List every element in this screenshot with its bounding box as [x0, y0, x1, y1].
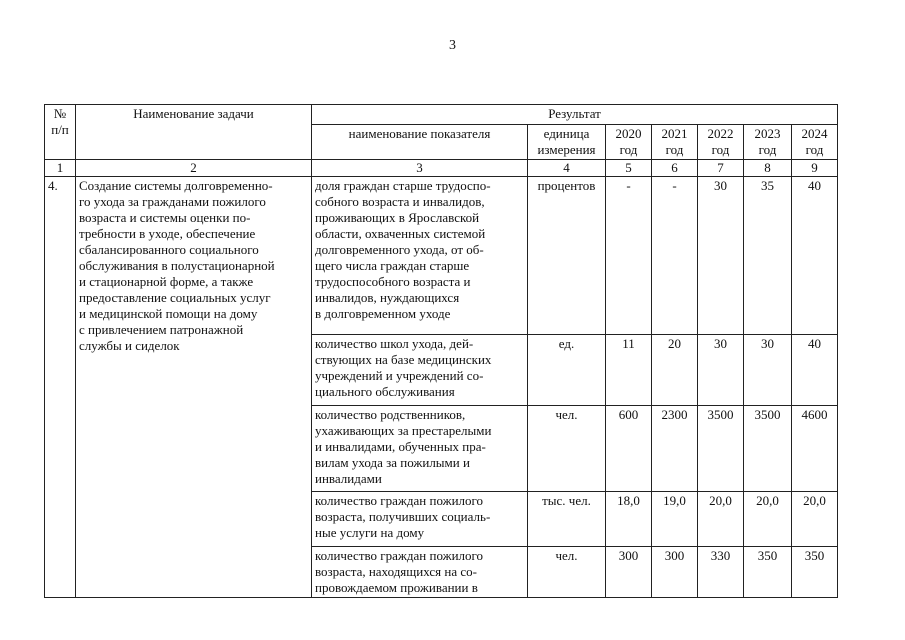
value-2022: 30 — [698, 335, 744, 406]
value-2024: 4600 — [792, 406, 838, 492]
header-task-name: Наименование задачи — [76, 105, 312, 160]
value-2022: 20,0 — [698, 492, 744, 547]
value-2020: 600 — [606, 406, 652, 492]
column-number: 1 — [45, 160, 76, 177]
column-number: 9 — [792, 160, 838, 177]
indicator-unit: чел. — [528, 547, 606, 598]
indicator-unit: процентов — [528, 177, 606, 335]
header-year-2022: 2022 год — [698, 125, 744, 160]
indicator-unit: тыс. чел. — [528, 492, 606, 547]
table-row — [45, 177, 838, 335]
indicator-name: количество граждан пожилого возраста, находящихся на со- провождаемом проживании в — [312, 547, 528, 598]
header-year-2021: 2021 год — [652, 125, 698, 160]
column-number: 2 — [76, 160, 312, 177]
column-number: 6 — [652, 160, 698, 177]
value-2024: 350 — [792, 547, 838, 598]
value-2021: 19,0 — [652, 492, 698, 547]
value-2021: 300 — [652, 547, 698, 598]
value-2023: 350 — [744, 547, 792, 598]
value-2024: 40 — [792, 335, 838, 406]
value-2023: 35 — [744, 177, 792, 335]
task-description: Создание системы долговременно- го ухода за гражданами пожилого возраста и системы оценки по- требности в уходе, обеспечение сбалансированного социального обслуживания в полустационарной и стационарной форме, а также предоставление социальных услуг и медицинской помощи на дому с привлечением патронажной службы и сиделок — [76, 177, 312, 598]
value-2024: 40 — [792, 177, 838, 335]
value-2021: 20 — [652, 335, 698, 406]
header-indicator-name: наименование показателя — [312, 125, 528, 160]
value-2023: 30 — [744, 335, 792, 406]
value-2020: 18,0 — [606, 492, 652, 547]
indicator-unit: ед. — [528, 335, 606, 406]
value-2022: 3500 — [698, 406, 744, 492]
value-2020: 300 — [606, 547, 652, 598]
value-2021: 2300 — [652, 406, 698, 492]
value-2020: - — [606, 177, 652, 335]
value-2024: 20,0 — [792, 492, 838, 547]
header-unit: единица измерения — [528, 125, 606, 160]
column-number: 8 — [744, 160, 792, 177]
value-2022: 330 — [698, 547, 744, 598]
header-year-2023: 2023 год — [744, 125, 792, 160]
column-number: 3 — [312, 160, 528, 177]
column-numbers-row — [45, 160, 838, 177]
indicator-name: доля граждан старше трудоспо- собного возраста и инвалидов, проживающих в Ярославской области, охваченных системой долговременного ухода, от об- щего числа граждан старше трудоспособного возраста и инвалидов, нуждающихся в долговременном уходе — [312, 177, 528, 335]
results-table — [44, 104, 838, 598]
indicator-name: количество граждан пожилого возраста, получивших социаль- ные услуги на дому — [312, 492, 528, 547]
header-result: Результат — [312, 105, 838, 125]
indicator-name: количество школ ухода, дей- ствующих на базе медицинских учреждений и учреждений со- циального обслуживания — [312, 335, 528, 406]
page-number: 3 — [449, 38, 456, 53]
indicator-unit: чел. — [528, 406, 606, 492]
value-2023: 3500 — [744, 406, 792, 492]
indicator-name: количество родственников, ухаживающих за престарелыми и инвалидами, обученных пра- вилам ухода за пожилыми и инвалидами — [312, 406, 528, 492]
header-year-2024: 2024 год — [792, 125, 838, 160]
value-2020: 11 — [606, 335, 652, 406]
value-2021: - — [652, 177, 698, 335]
column-number: 7 — [698, 160, 744, 177]
header-row-number: № п/п — [45, 105, 76, 160]
task-number: 4. — [45, 177, 76, 598]
value-2023: 20,0 — [744, 492, 792, 547]
column-number: 5 — [606, 160, 652, 177]
column-number: 4 — [528, 160, 606, 177]
header-year-2020: 2020 год — [606, 125, 652, 160]
value-2022: 30 — [698, 177, 744, 335]
